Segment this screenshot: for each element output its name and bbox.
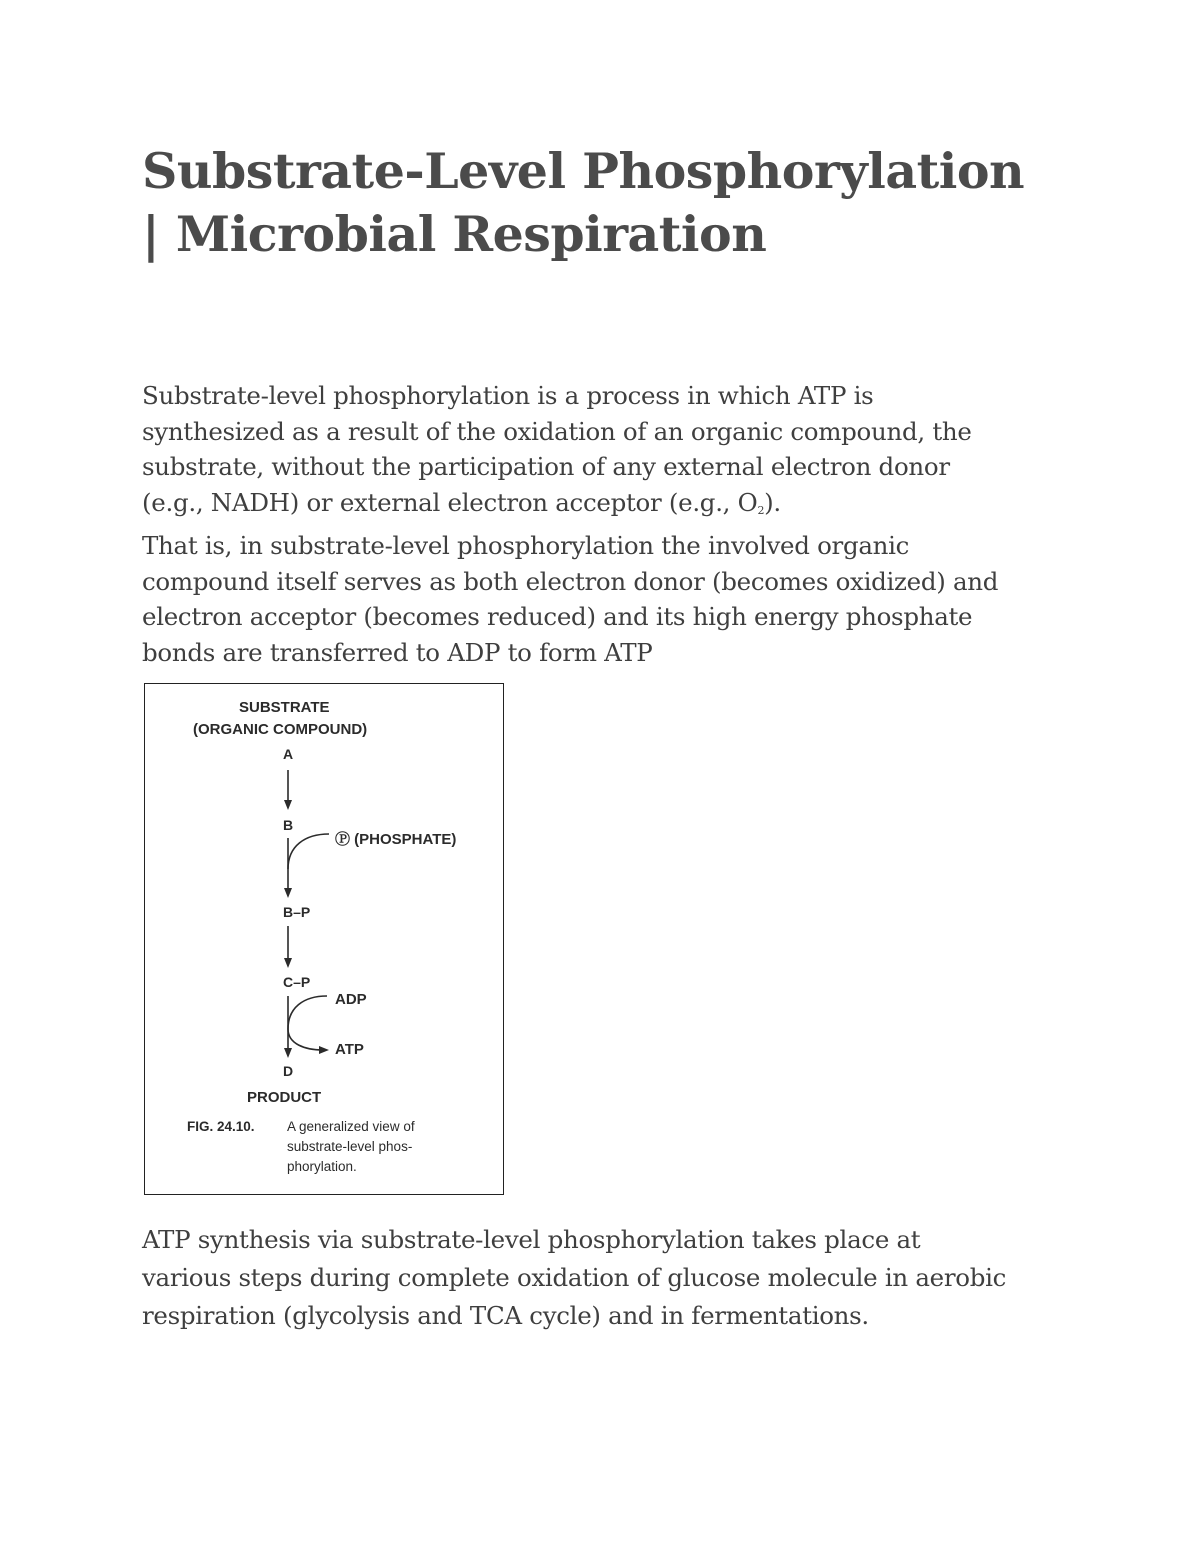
caption-line-2: substrate-level phos-	[287, 1139, 413, 1154]
oxygen-subscript: 2	[757, 503, 765, 517]
paragraph-line: synthesized as a result of the oxidation of an organic compound, the	[142, 416, 972, 446]
paragraph-line: bonds are transferred to ADP to form ATP	[142, 637, 653, 667]
paragraph-line: ATP synthesis via substrate-level phosphorylation takes place at	[142, 1225, 921, 1254]
paragraph-line: electron acceptor (becomes reduced) and its high energy phosphate	[142, 602, 973, 631]
paragraph-line	[142, 485, 1102, 529]
pathway-diagram	[145, 684, 505, 1196]
adp-label: ADP	[335, 991, 367, 1008]
atp-label: ATP	[335, 1041, 364, 1058]
paragraph-line: substrate, without the participation of any external electron donor	[142, 452, 950, 481]
paragraph-line: various steps during complete oxidation of glucose molecule in aerobic	[142, 1263, 1007, 1292]
paragraph-line: That is, in substrate-level phosphorylation the involved organic	[142, 531, 910, 560]
adp-atp-curve	[288, 996, 327, 1050]
paragraph-line: respiration (glycolysis and TCA cycle) and in fermentations.	[142, 1301, 869, 1330]
intro-paragraph	[142, 378, 1102, 670]
arrowhead-b-to-bp	[284, 888, 292, 898]
paragraph-line: compound itself serves as both electron donor (becomes oxidized) and	[142, 566, 999, 596]
node-b: B	[283, 817, 294, 833]
phosphate-label: Ⓟ (PHOSPHATE)	[335, 831, 457, 848]
line-suffix: ).	[764, 487, 781, 517]
line-prefix: (e.g., NADH) or external electron acceptor (e.g., O	[142, 487, 758, 517]
node-a: A	[283, 746, 294, 762]
page-title	[142, 140, 1102, 266]
caption-fig-number: FIG. 24.10.	[187, 1119, 255, 1134]
title-line-2: | Microbial Respiration	[142, 205, 767, 263]
atp-arrowhead	[319, 1046, 329, 1054]
arrowhead-cp-to-d	[284, 1048, 292, 1058]
arrowhead-bp-to-cp	[284, 958, 292, 968]
product-label: PRODUCT	[247, 1089, 322, 1106]
paragraph-line: Substrate-level phosphorylation is a process in which ATP is	[142, 381, 874, 410]
title-line-1: Substrate-Level Phosphorylation	[142, 142, 1025, 200]
closing-paragraph	[142, 1221, 1102, 1335]
node-cp: C–P	[283, 974, 311, 990]
substrate-label: SUBSTRATE	[239, 699, 330, 716]
phosphate-input-curve	[288, 834, 329, 869]
node-bp: B–P	[283, 904, 311, 920]
organic-compound-label: (ORGANIC COMPOUND)	[193, 721, 368, 738]
caption-line-1: A generalized view of	[287, 1119, 415, 1134]
arrowhead-a-to-b	[284, 800, 292, 810]
node-d: D	[283, 1063, 294, 1079]
caption-line-3: phorylation.	[287, 1159, 357, 1174]
phosphorylation-figure	[144, 683, 504, 1195]
